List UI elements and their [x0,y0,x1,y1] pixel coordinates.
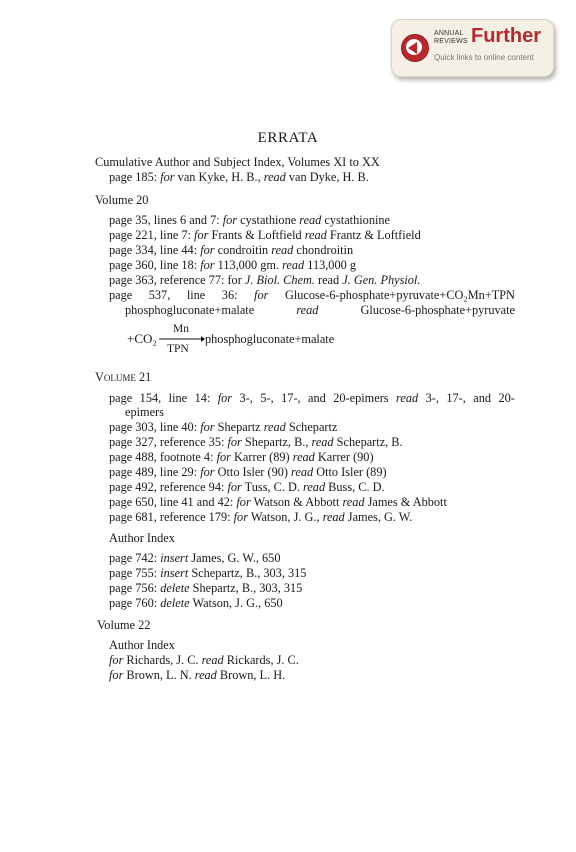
erratum-entry: page 303, line 40: for Shepartz read Schepartz [109,420,338,434]
volume-22-heading: Volume 22 [97,618,151,632]
cumulative-heading: Cumulative Author and Subject Index, Volumes XI to XX [95,155,380,169]
reaction-arrow-icon [159,335,205,343]
annual-reviews-logo-text: ANNUAL REVIEWS [434,30,468,45]
erratum-entry: page 492, reference 94: for Tuss, C. D. read Buss, C. D. [109,480,385,494]
erratum-entry: page 221, line 7: for Frants & Loftfield read Frantz & Loftfield [109,228,421,242]
back-arrow-icon [401,34,429,62]
erratum-entry: page 363, reference 77: for J. Biol. Chem. read J. Gen. Physiol. [109,273,421,287]
author-index-heading: Author Index [109,531,175,545]
erratum-entry: page 334, line 44: for condroitin read chondroitin [109,243,354,257]
erratum-entry: page 154, line 14: for 3-, 5-, 17-, and 20-epimers read 3-, 17-, and 20- [109,391,515,405]
author-index-entry: page 756: delete Shepartz, B., 303, 315 [109,581,303,595]
volume-20-heading: Volume 20 [95,193,149,207]
equation-catalyst: Mn [173,323,189,335]
erratum-entry: for Brown, L. N. read Brown, L. H. [109,668,286,682]
equation-cofactor: TPN [167,343,189,355]
further-badge[interactable] [391,19,554,77]
erratum-entry: page 650, line 41 and 42: for Watson & Abbott read James & Abbott [109,495,447,509]
erratum-entry-continuation: epimers [125,405,164,419]
author-index-entry: page 742: insert James, G. W., 650 [109,551,281,565]
erratum-entry: page 488, footnote 4: for Karrer (89) read Karrer (90) [109,450,374,464]
erratum-entry: page 360, line 18: for 113,000 gm. read 113,000 g [109,258,356,272]
erratum-entry: page 489, line 29: for Otto Isler (90) read Otto Isler (89) [109,465,387,479]
erratum-entry-continuation: phosphogluconate+malate read Glucose-6-phosphate+pyruvate [125,303,515,317]
volume-21-heading: Volume 21 [95,370,152,384]
erratum-entry: page 537, line 36: for Glucose-6-phosphate+pyruvate+CO₂Mn+TPN [109,288,515,302]
page-title: ERRATA [257,130,319,146]
cumulative-entry: page 185: for van Kyke, H. B., read van Dyke, H. B. [109,170,369,184]
erratum-entry: page 35, lines 6 and 7: for cystathione read cystathionine [109,213,390,227]
author-index-entry: page 760: delete Watson, J. G., 650 [109,596,283,610]
equation-rhs: phosphogluconate+malate [205,332,335,346]
erratum-entry: page 327, reference 35: for Shepartz, B., read Schepartz, B. [109,435,403,449]
badge-subtitle: Quick links to online content [434,53,534,62]
erratum-entry: for Richards, J. C. read Rickards, J. C. [109,653,299,667]
erratum-entry: page 681, reference 179: for Watson, J. G., read James, G. W. [109,510,413,524]
author-index-heading: Author Index [109,638,175,652]
author-index-entry: page 755: insert Schepartz, B., 303, 315 [109,566,307,580]
further-label: Further [471,25,541,47]
equation-lhs: +CO₂ [127,331,157,346]
